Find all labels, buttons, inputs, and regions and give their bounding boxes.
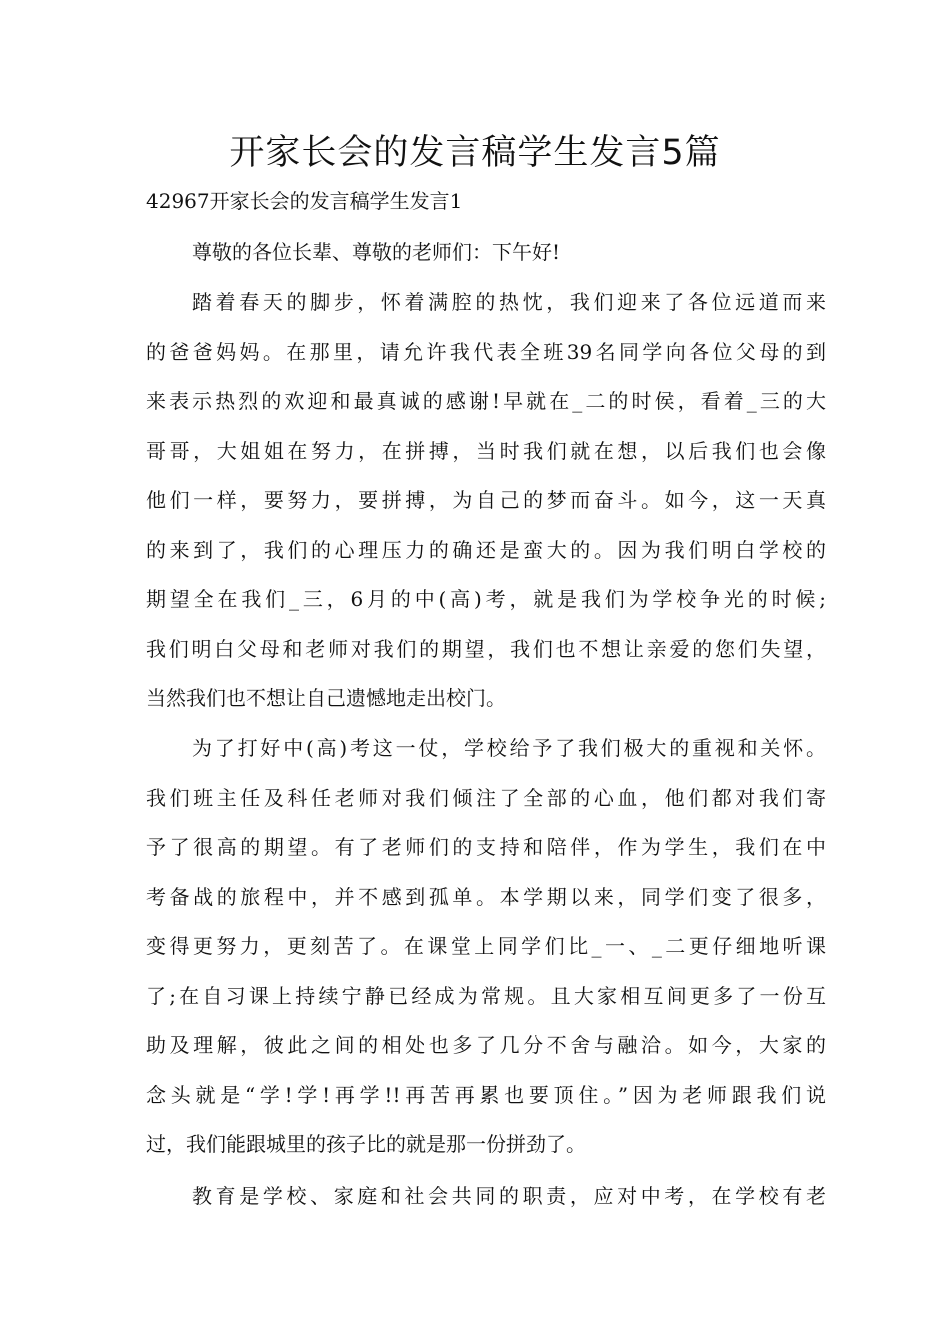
paragraph-line: 念头就是“学!学!再学!!再苦再累也要顶住。”因为老师跟我们说 bbox=[146, 1082, 826, 1107]
paragraph-education bbox=[146, 1172, 826, 1222]
document-subtitle: 42967开家长会的发言稿学生发言1 bbox=[146, 189, 463, 213]
paragraph-line: 我们明白父母和老师对我们的期望，我们也不想让亲爱的您们失望， bbox=[146, 636, 826, 661]
paragraph-line: 期望全在我们_三，6月的中(高)考，就是我们为学校争光的时候; bbox=[146, 587, 826, 611]
paragraph-line: 考备战的旅程中，并不感到孤单。本学期以来，同学们变了很多， bbox=[146, 884, 826, 909]
paragraph-line: 哥哥，大姐姐在努力，在拼搏，当时我们就在想，以后我们也会像 bbox=[146, 438, 826, 463]
document-title: 开家长会的发言稿学生发言5篇 bbox=[229, 133, 721, 173]
paragraph-line: 他们一样，要努力，要拼搏，为自己的梦而奋斗。如今，这一天真 bbox=[146, 488, 826, 512]
paragraph-exam-preparation bbox=[146, 724, 826, 1170]
paragraph-line: 我们班主任及科任老师对我们倾注了全部的心血，他们都对我们寄 bbox=[146, 785, 826, 810]
paragraph-line: 的爸爸妈妈。在那里，请允许我代表全班39名同学向各位父母的到 bbox=[146, 339, 826, 364]
paragraph-greeting bbox=[146, 228, 826, 278]
paragraph-line: 助及理解，彼此之间的相处也多了几分不舍与融洽。如今，大家的 bbox=[146, 1033, 826, 1057]
paragraph-line: 教育是学校、家庭和社会共同的职责，应对中考，在学校有老 bbox=[192, 1184, 826, 1208]
paragraph-line: 尊敬的各位长辈、尊敬的老师们：下午好! bbox=[192, 240, 561, 264]
paragraph-line: 变得更努力，更刻苦了。在课堂上同学们比_一、_二更仔细地听课 bbox=[146, 934, 826, 958]
paragraph-line: 予了很高的期望。有了老师们的支持和陪伴，作为学生，我们在中 bbox=[146, 835, 826, 859]
paragraph-line: 为了打好中(高)考这一仗，学校给予了我们极大的重视和关怀。 bbox=[192, 736, 826, 760]
paragraph-line: 的来到了，我们的心理压力的确还是蛮大的。因为我们明白学校的 bbox=[146, 537, 826, 562]
paragraph-line: 过，我们能跟城里的孩子比的就是那一份拼劲了。 bbox=[146, 1132, 586, 1156]
paragraph-line: 踏着春天的脚步，怀着满腔的热忱，我们迎来了各位远道而来 bbox=[192, 290, 826, 314]
paragraph-line: 当然我们也不想让自己遗憾地走出校门。 bbox=[146, 686, 506, 710]
paragraph-welcome bbox=[146, 278, 826, 724]
paragraph-line: 来表示热烈的欢迎和最真诚的感谢!早就在_二的时侯，看着_三的大 bbox=[146, 389, 826, 413]
paragraph-line: 了;在自习课上持续宁静已经成为常规。且大家相互间更多了一份互 bbox=[146, 983, 826, 1008]
